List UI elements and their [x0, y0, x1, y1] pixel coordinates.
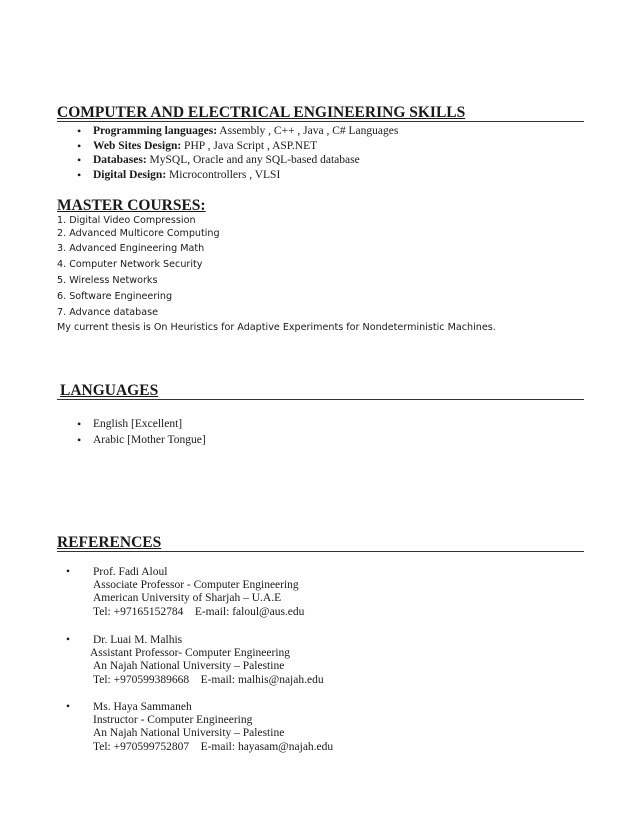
course-item: 4. Computer Network Security [57, 259, 203, 270]
list-item [64, 124, 398, 139]
thesis-text: My current thesis is On Heuristics for Adaptive Experiments for Nondeterministic Machines. [57, 322, 496, 333]
skill-label: Databases: [93, 154, 147, 167]
skills-heading: COMPUTER AND ELECTRICAL ENGINEERING SKILLS [57, 104, 584, 122]
reference-name: Dr. Luai M. Malhis [93, 634, 183, 646]
bullet: • [66, 634, 71, 646]
reference-role: Assistant Professor- Computer Engineering [90, 647, 291, 660]
list-item [64, 139, 398, 154]
skill-value: Microcontrollers , VLSI [166, 168, 281, 181]
reference-role: Associate Professor - Computer Engineering [93, 579, 299, 592]
languages-heading: LANGUAGES [57, 382, 584, 400]
skill-label: Programming languages: [93, 125, 218, 137]
course-item: 6. Software Engineering [57, 291, 173, 302]
reference-role: Instructor - Computer Engineering [93, 714, 253, 727]
course-item: 1. Digital Video Compression [57, 215, 196, 226]
reference-entry [66, 566, 305, 619]
master-courses-heading: MASTER COURSES: [57, 197, 206, 214]
reference-org: An Najah National University – Palestine [93, 727, 285, 740]
reference-name: Ms. Haya Sammaneh [93, 701, 192, 713]
reference-contact: Tel: +970599389668 E-mail: malhis@najah.edu [93, 673, 324, 686]
course-item: 3. Advanced Engineering Math [57, 243, 205, 254]
list-item [64, 153, 398, 168]
list-item [64, 168, 398, 183]
reference-entry [66, 634, 324, 687]
list-item: • Arabic [Mother Tongue] [64, 432, 206, 448]
list-item: • English [Excellent] [64, 416, 206, 432]
skill-value: MySQL, Oracle and any SQL-based database [146, 154, 360, 167]
reference-name: Prof. Fadi Aloul [93, 566, 168, 578]
reference-org: American University of Sharjah – U.A.E [93, 592, 282, 605]
skills-list [64, 124, 398, 182]
skill-value: PHP , Java Script , ASP.NET [181, 139, 318, 152]
reference-entry [66, 701, 334, 754]
languages-list [64, 416, 206, 448]
skill-label: Web Sites Design: [93, 139, 182, 152]
bullet: • [66, 566, 71, 578]
course-item: 7. Advance database [57, 307, 159, 318]
reference-contact: Tel: +970599752807 E-mail: hayasam@najah.edu [93, 740, 334, 753]
skill-value: Assembly , C++ , Java , C# Languages [217, 125, 399, 137]
reference-contact: Tel: +97165152784 E-mail: faloul@aus.edu [93, 605, 305, 618]
skill-label: Digital Design: [93, 168, 167, 181]
references-heading: REFERENCES [57, 534, 584, 552]
reference-org: An Najah National University – Palestine [93, 660, 285, 673]
course-item: 2. Advanced Multicore Computing [57, 228, 220, 239]
bullet: • [66, 701, 71, 713]
course-item: 5. Wireless Networks [57, 275, 158, 286]
